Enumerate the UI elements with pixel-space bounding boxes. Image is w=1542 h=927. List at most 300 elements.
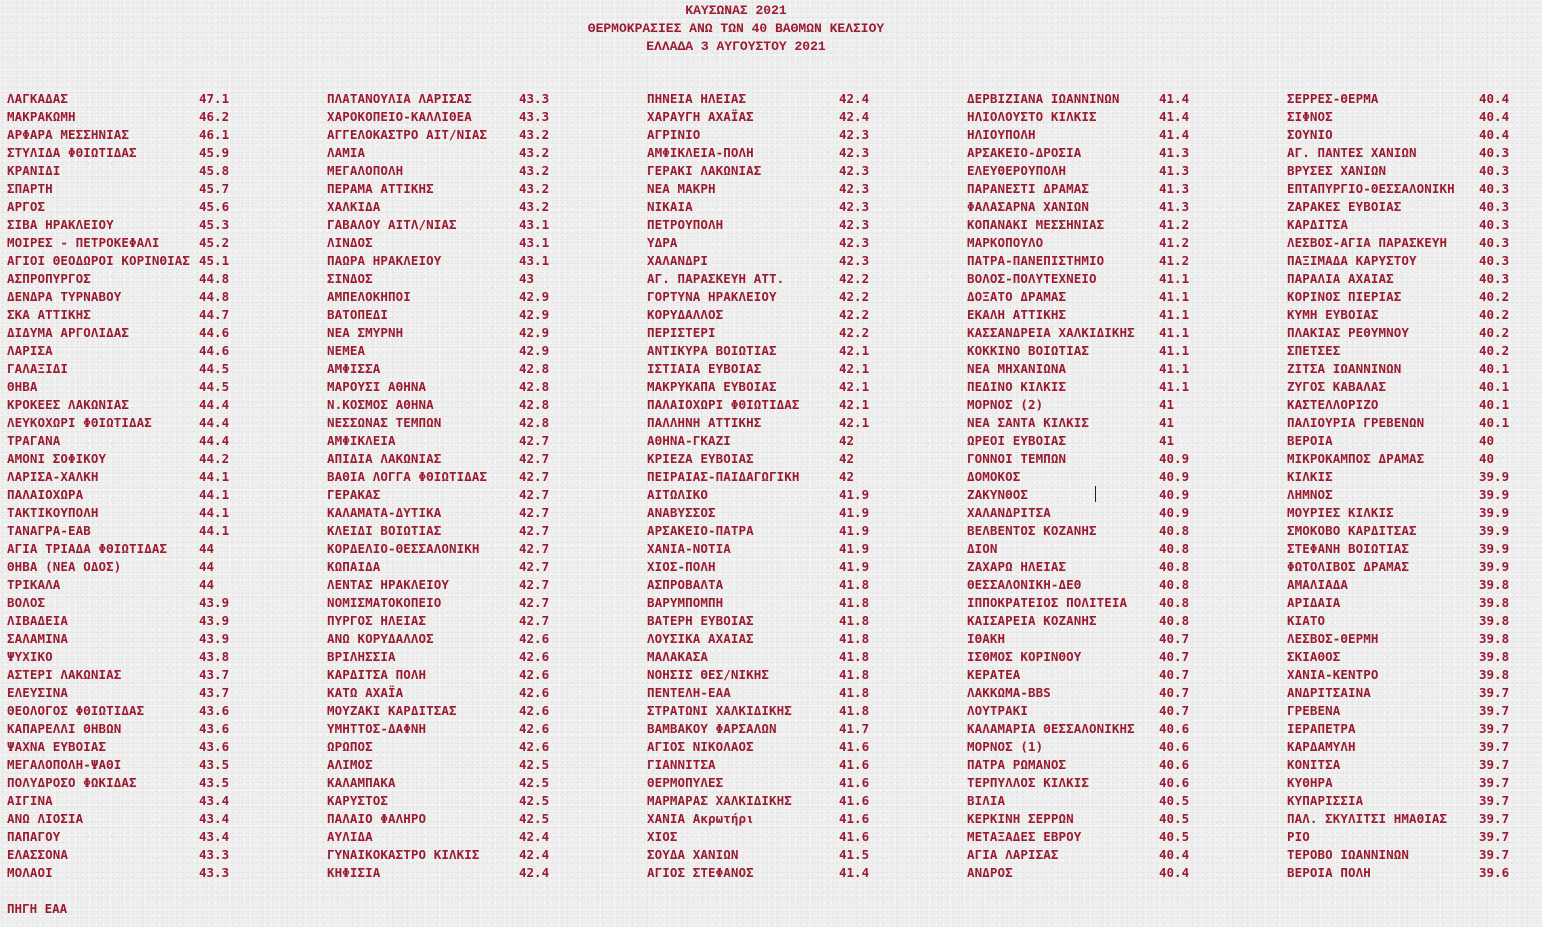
station-name: ΠΑΛΑΙΟΧΩΡΑ xyxy=(7,487,84,502)
table-row xyxy=(7,720,307,738)
temperature-value: 39.7 xyxy=(1479,685,1510,700)
temperature-value: 42.8 xyxy=(519,397,550,412)
temperature-value: 39.7 xyxy=(1479,829,1510,844)
table-row xyxy=(327,126,627,144)
table-row xyxy=(967,288,1267,306)
temperature-value: 42.6 xyxy=(519,631,550,646)
table-row xyxy=(1287,846,1542,864)
temperature-value: 40 xyxy=(1479,451,1495,466)
temperature-value: 41.9 xyxy=(839,559,870,574)
temperature-value: 39.9 xyxy=(1479,541,1510,556)
station-name: ΦΑΛΑΣΑΡΝΑ ΧΑΝΙΩΝ xyxy=(967,199,1090,214)
station-name: ΠΕΡΙΣΤΕΡΙ xyxy=(647,325,716,340)
temperature-value: 42.1 xyxy=(839,361,870,376)
temperature-value: 40.2 xyxy=(1479,343,1510,358)
station-name: ΑΘΗΝΑ-ΓΚΑΖΙ xyxy=(647,433,731,448)
table-row xyxy=(327,720,627,738)
station-name: ΑΝΤΙΚΥΡΑ ΒΟΙΩΤΙΑΣ xyxy=(647,343,777,358)
table-row xyxy=(647,216,947,234)
station-name: ΕΛΕΥΣΙΝΑ xyxy=(7,685,69,700)
table-row xyxy=(647,792,947,810)
temperature-value: 40.7 xyxy=(1159,649,1190,664)
station-name: ΜΑΡΚΟΠΟΥΛΟ xyxy=(967,235,1044,250)
station-name: ΠΑΤΡΑ-ΠΑΝΕΠΙΣΤΗΜΙΟ xyxy=(967,253,1105,268)
table-row xyxy=(7,378,307,396)
table-row xyxy=(647,594,947,612)
station-name: ΑΓΓΕΛΟΚΑΣΤΡΟ ΑΙΤ/ΝΙΑΣ xyxy=(327,127,488,142)
temperature-value: 41.4 xyxy=(1159,91,1190,106)
table-row xyxy=(967,144,1267,162)
table-row xyxy=(327,576,627,594)
station-name: ΥΜΗΤΤΟΣ-ΔΑΦΝΗ xyxy=(327,721,427,736)
station-name: ΘΗΒΑ (ΝΕΑ ΟΔΟΣ) xyxy=(7,559,122,574)
station-name: ΣΚΑ ΑΤΤΙΚΗΣ xyxy=(7,307,91,322)
station-name: ΧΑΛΑΝΔΡΙΤΣΑ xyxy=(967,505,1051,520)
station-name: ΑΓΙΑ ΛΑΡΙΣΑΣ xyxy=(967,847,1059,862)
station-name: ΓΑΛΑΞΙΔΙ xyxy=(7,361,69,376)
table-row xyxy=(327,504,627,522)
station-name: ΚΡΙΕΖΑ ΕΥΒΟΙΑΣ xyxy=(647,451,754,466)
table-row xyxy=(327,360,627,378)
table-row xyxy=(1287,270,1542,288)
table-row xyxy=(327,738,627,756)
table-row xyxy=(327,828,627,846)
station-name: ΒΡΥΣΕΣ ΧΑΝΙΩΝ xyxy=(1287,163,1387,178)
station-name: ΑΝΔΡΙΤΣΑΙΝΑ xyxy=(1287,685,1371,700)
station-name: ΜΟΥΡΙΕΣ ΚΙΛΚΙΣ xyxy=(1287,505,1394,520)
temperature-value: 42.9 xyxy=(519,289,550,304)
station-name: ΣΙΝΔΟΣ xyxy=(327,271,373,286)
temperature-value: 41.1 xyxy=(1159,307,1190,322)
station-name: ΑΡΓΟΣ xyxy=(7,199,46,214)
table-row xyxy=(1287,720,1542,738)
table-row xyxy=(647,846,947,864)
table-row xyxy=(327,288,627,306)
table-row xyxy=(967,342,1267,360)
temperature-value: 41.8 xyxy=(839,667,870,682)
temperature-value: 43.9 xyxy=(199,631,230,646)
station-name: ΥΔΡΑ xyxy=(647,235,678,250)
station-name: ΛΕΣΒΟΣ-ΑΓΙΑ ΠΑΡΑΣΚΕΥΗ xyxy=(1287,235,1448,250)
temperature-value: 43.1 xyxy=(519,235,550,250)
temperature-value: 43.3 xyxy=(519,109,550,124)
table-row xyxy=(967,792,1267,810)
table-row xyxy=(327,810,627,828)
temperature-value: 40.2 xyxy=(1479,307,1510,322)
table-row xyxy=(7,522,307,540)
station-name: ΣΙΦΝΟΣ xyxy=(1287,109,1333,124)
temperature-value: 42.8 xyxy=(519,379,550,394)
table-row xyxy=(647,540,947,558)
table-row xyxy=(967,180,1267,198)
station-name: ΤΑΚΤΙΚΟΥΠΟΛΗ xyxy=(7,505,99,520)
temperature-value: 41.6 xyxy=(839,757,870,772)
station-name: ΑΡΣΑΚΕΙΟ-ΔΡΟΣΙΑ xyxy=(967,145,1082,160)
table-row xyxy=(7,792,307,810)
station-name: ΚΑΛΑΜΑΡΙΑ ΘΕΣΣΑΛΟΝΙΚΗΣ xyxy=(967,721,1135,736)
station-name: ΜΟΛΑΟΙ xyxy=(7,865,53,880)
temperature-value: 40.1 xyxy=(1479,397,1510,412)
temperature-value: 42.6 xyxy=(519,649,550,664)
table-row xyxy=(967,702,1267,720)
table-row xyxy=(7,558,307,576)
temperature-value: 40.3 xyxy=(1479,181,1510,196)
table-row xyxy=(1287,738,1542,756)
station-name: ΖΑΡΑΚΕΣ ΕΥΒΟΙΑΣ xyxy=(1287,199,1402,214)
temperature-value: 44.2 xyxy=(199,451,230,466)
station-name: ΣΜΟΚΟΒΟ ΚΑΡΔΙΤΣΑΣ xyxy=(1287,523,1417,538)
table-row xyxy=(1287,108,1542,126)
temperature-value: 41.3 xyxy=(1159,145,1190,160)
table-row xyxy=(1287,216,1542,234)
table-row xyxy=(1287,702,1542,720)
temperature-value: 43.8 xyxy=(199,649,230,664)
table-row xyxy=(1287,648,1542,666)
temperature-value: 41.9 xyxy=(839,541,870,556)
station-name: ΘΕΣΣΑΛΟΝΙΚΗ-ΔΕΘ xyxy=(967,577,1082,592)
temperature-value: 41.3 xyxy=(1159,199,1190,214)
table-row xyxy=(1287,162,1542,180)
temperature-value: 40.1 xyxy=(1479,361,1510,376)
table-row xyxy=(647,360,947,378)
table-row xyxy=(327,162,627,180)
temperature-value: 46.2 xyxy=(199,109,230,124)
station-name: ΠΟΛΥΔΡΟΣΟ ΦΩΚΙΔΑΣ xyxy=(7,775,137,790)
temperature-value: 41.9 xyxy=(839,505,870,520)
table-row xyxy=(7,180,307,198)
table-row xyxy=(7,774,307,792)
station-column-3 xyxy=(647,90,947,882)
temperature-value: 40.7 xyxy=(1159,685,1190,700)
temperature-value: 43.2 xyxy=(519,199,550,214)
station-name: ΑΝΩ ΚΟΡΥΔΑΛΛΟΣ xyxy=(327,631,434,646)
station-column-4 xyxy=(967,90,1267,882)
table-row xyxy=(1287,594,1542,612)
temperature-value: 41.2 xyxy=(1159,235,1190,250)
table-row xyxy=(647,162,947,180)
table-row xyxy=(967,324,1267,342)
table-row xyxy=(7,252,307,270)
station-name: ΣΟΥΝΙΟ xyxy=(1287,127,1333,142)
temperature-value: 40.7 xyxy=(1159,631,1190,646)
temperature-value: 42.7 xyxy=(519,505,550,520)
table-row xyxy=(647,270,947,288)
table-row xyxy=(7,234,307,252)
table-row xyxy=(1287,414,1542,432)
temperature-value: 39.7 xyxy=(1479,739,1510,754)
table-row xyxy=(327,378,627,396)
temperature-value: 41.8 xyxy=(839,685,870,700)
station-name: ΤΑΝΑΓΡΑ-ΕΑΒ xyxy=(7,523,91,538)
table-row xyxy=(647,504,947,522)
temperature-value: 42.7 xyxy=(519,613,550,628)
table-row xyxy=(967,828,1267,846)
temperature-value: 40.8 xyxy=(1159,577,1190,592)
temperature-value: 45.1 xyxy=(199,253,230,268)
temperature-value: 42.6 xyxy=(519,685,550,700)
table-row xyxy=(647,666,947,684)
table-row xyxy=(7,270,307,288)
table-row xyxy=(1287,324,1542,342)
station-name: ΤΕΡΠΥΛΛΟΣ ΚΙΛΚΙΣ xyxy=(967,775,1090,790)
table-row xyxy=(7,468,307,486)
table-row xyxy=(7,360,307,378)
station-name: ΒΕΛΒΕΝΤΟΣ ΚΟΖΑΝΗΣ xyxy=(967,523,1097,538)
table-row xyxy=(967,306,1267,324)
station-name: ΚΑΤΩ ΑΧΑΪΑ xyxy=(327,685,404,700)
table-row xyxy=(7,324,307,342)
station-name: ΠΕΙΡΑΙΑΣ-ΠΑΙΔΑΓΩΓΙΚΗ xyxy=(647,469,800,484)
temperature-value: 41.1 xyxy=(1159,379,1190,394)
temperature-value: 42.8 xyxy=(519,361,550,376)
temperature-value: 39.7 xyxy=(1479,847,1510,862)
table-row xyxy=(647,864,947,882)
table-row xyxy=(1287,180,1542,198)
page-date: ΕΛΛΑΔΑ 3 ΑΥΓΟΥΣΤΟΥ 2021 xyxy=(646,39,826,54)
temperature-value: 43.7 xyxy=(199,667,230,682)
station-name: ΑΝΑΒΥΣΣΟΣ xyxy=(647,505,716,520)
station-name: ΚΑΠΑΡΕΛΛΙ ΘΗΒΩΝ xyxy=(7,721,122,736)
temperature-value: 43.5 xyxy=(199,775,230,790)
temperature-value: 44.4 xyxy=(199,415,230,430)
temperature-value: 40.4 xyxy=(1159,865,1190,880)
station-name: ΣΟΥΔΑ ΧΑΝΙΩΝ xyxy=(647,847,739,862)
table-row xyxy=(647,396,947,414)
temperature-value: 39.6 xyxy=(1479,865,1510,880)
station-name: ΔΟΜΟΚΟΣ xyxy=(967,469,1021,484)
temperature-value: 45.2 xyxy=(199,235,230,250)
station-name: ΚΙΛΚΙΣ xyxy=(1287,469,1333,484)
temperature-value: 40.3 xyxy=(1479,253,1510,268)
station-name: ΘΕΟΛΟΓΟΣ ΦΘΙΩΤΙΔΑΣ xyxy=(7,703,145,718)
station-name: ΑΣΠΡΟΒΑΛΤΑ xyxy=(647,577,724,592)
temperature-value: 41.8 xyxy=(839,631,870,646)
station-name: ΑΜΠΕΛΟΚΗΠΟΙ xyxy=(327,289,411,304)
table-row xyxy=(967,666,1267,684)
temperature-value: 45.7 xyxy=(199,181,230,196)
table-row xyxy=(7,414,307,432)
table-row xyxy=(7,486,307,504)
temperature-value: 44 xyxy=(199,559,215,574)
station-name: ΗΛΙΟΥΠΟΛΗ xyxy=(967,127,1036,142)
table-row xyxy=(967,756,1267,774)
temperature-value: 41.1 xyxy=(1159,271,1190,286)
table-row xyxy=(967,720,1267,738)
station-name: ΧΑΡΑΥΓΗ ΑΧΑΪΑΣ xyxy=(647,109,754,124)
temperature-value: 42.7 xyxy=(519,451,550,466)
table-row xyxy=(7,612,307,630)
station-name: ΒΕΡΟΙΑ xyxy=(1287,433,1333,448)
table-row xyxy=(1287,396,1542,414)
temperature-value: 43.5 xyxy=(199,757,230,772)
temperature-value: 42.6 xyxy=(519,739,550,754)
temperature-value: 45.9 xyxy=(199,145,230,160)
table-row xyxy=(647,720,947,738)
temperature-value: 40.3 xyxy=(1479,271,1510,286)
table-row xyxy=(647,486,947,504)
temperature-value: 44.4 xyxy=(199,397,230,412)
temperature-value: 41 xyxy=(1159,415,1175,430)
temperature-value: 42.6 xyxy=(519,721,550,736)
station-name: ΑΣΠΡΟΠΥΡΓΟΣ xyxy=(7,271,91,286)
station-name: ΔΕΝΔΡΑ ΤΥΡΝΑΒΟΥ xyxy=(7,289,122,304)
station-name: ΠΑΩΡΑ ΗΡΑΚΛΕΙΟΥ xyxy=(327,253,442,268)
table-row xyxy=(647,738,947,756)
table-row xyxy=(7,828,307,846)
station-name: ΓΕΡΑΚΑΣ xyxy=(327,487,381,502)
temperature-value: 41.1 xyxy=(1159,343,1190,358)
temperature-value: 42.7 xyxy=(519,559,550,574)
temperature-value: 42.1 xyxy=(839,379,870,394)
table-row xyxy=(327,864,627,882)
station-name: ΤΡΑΓΑΝΑ xyxy=(7,433,61,448)
station-name: ΚΑΛΑΜΑΤΑ-ΔΥΤΙΚΑ xyxy=(327,505,442,520)
station-name: ΓΙΑΝΝΙΤΣΑ xyxy=(647,757,716,772)
station-name: ΜΑΡΜΑΡΑΣ ΧΑΛΚΙΔΙΚΗΣ xyxy=(647,793,792,808)
table-row xyxy=(327,648,627,666)
temperature-value: 44.7 xyxy=(199,307,230,322)
temperature-value: 40.3 xyxy=(1479,217,1510,232)
table-row xyxy=(647,558,947,576)
station-name: ΑΜΑΛΙΑΔΑ xyxy=(1287,577,1349,592)
table-row xyxy=(967,378,1267,396)
station-name: ΚΙΑΤΟ xyxy=(1287,613,1326,628)
station-name: ΣΤΡΑΤΩΝΙ ΧΑΛΚΙΔΙΚΗΣ xyxy=(647,703,792,718)
table-row xyxy=(967,846,1267,864)
table-row xyxy=(7,162,307,180)
temperature-value: 42 xyxy=(839,433,855,448)
station-name: ΠΕΔΙΝΟ ΚΙΛΚΙΣ xyxy=(967,379,1067,394)
table-row xyxy=(327,234,627,252)
temperature-value: 44.5 xyxy=(199,379,230,394)
temperature-value: 43.9 xyxy=(199,595,230,610)
table-row xyxy=(1287,630,1542,648)
station-name: ΣΠΕΤΣΕΣ xyxy=(1287,343,1341,358)
table-row xyxy=(1287,198,1542,216)
table-row xyxy=(7,684,307,702)
source-note: ΠΗΓΗ ΕΑΑ xyxy=(7,901,68,916)
station-name: ΠΑΤΡΑ ΡΩΜΑΝΟΣ xyxy=(967,757,1067,772)
station-name: ΑΜΦΙΚΛΕΙΑ xyxy=(327,433,396,448)
station-name: ΚΗΦΙΣΙΑ xyxy=(327,865,381,880)
station-name: ΚΟΚΚΙΝΟ ΒΟΙΩΤΙΑΣ xyxy=(967,343,1090,358)
page-subtitle: ΘΕΡΜΟΚΡΑΣΙΕΣ ΑΝΩ ΤΩΝ 40 ΒΑΘΜΩΝ ΚΕΛΣΙΟΥ xyxy=(587,21,885,36)
temperature-value: 42.2 xyxy=(839,325,870,340)
temperature-value: 40.5 xyxy=(1159,811,1190,826)
station-name: ΚΟΡΔΕΛΙΟ-ΘΕΣΣΑΛΟΝΙΚΗ xyxy=(327,541,480,556)
temperature-value: 45.8 xyxy=(199,163,230,178)
table-row xyxy=(7,144,307,162)
station-name: ΑΥΛΙΔΑ xyxy=(327,829,373,844)
table-row xyxy=(7,396,307,414)
station-name: ΝΙΚΑΙΑ xyxy=(647,199,693,214)
temperature-value: 42.8 xyxy=(519,415,550,430)
table-row xyxy=(7,504,307,522)
table-row xyxy=(967,738,1267,756)
station-name: ΧΑΛΑΝΔΡΙ xyxy=(647,253,709,268)
table-row xyxy=(327,774,627,792)
table-row xyxy=(327,612,627,630)
station-name: ΠΛΑΤΑΝΟΥΛΙΑ ΛΑΡΙΣΑΣ xyxy=(327,91,472,106)
table-row xyxy=(1287,810,1542,828)
temperature-value: 41.3 xyxy=(1159,163,1190,178)
temperature-value: 40.8 xyxy=(1159,613,1190,628)
station-name: ΜΙΚΡΟΚΑΜΠΟΣ ΔΡΑΜΑΣ xyxy=(1287,451,1425,466)
station-name: ΚΡΑΝΙΔΙ xyxy=(7,163,61,178)
text-cursor xyxy=(1095,486,1096,502)
station-name: ΚΥΠΑΡΙΣΣΙΑ xyxy=(1287,793,1364,808)
table-row xyxy=(1287,774,1542,792)
table-row xyxy=(967,648,1267,666)
table-row xyxy=(967,396,1267,414)
station-column-2 xyxy=(327,90,627,882)
temperature-value: 41.8 xyxy=(839,703,870,718)
table-row xyxy=(327,468,627,486)
station-name: ΛΕΝΤΑΣ ΗΡΑΚΛΕΙΟΥ xyxy=(327,577,450,592)
table-row xyxy=(7,576,307,594)
station-name: ΑΜΟΝΙ ΣΟΦΙΚΟΥ xyxy=(7,451,107,466)
station-name: ΝΟΜΙΣΜΑΤΟΚΟΠΕΙΟ xyxy=(327,595,442,610)
table-row xyxy=(1287,432,1542,450)
table-row xyxy=(647,756,947,774)
table-row xyxy=(647,612,947,630)
temperature-value: 43.6 xyxy=(199,739,230,754)
station-name: ΒΑΡΥΜΠΟΜΠΗ xyxy=(647,595,724,610)
temperature-value: 42.1 xyxy=(839,397,870,412)
station-name: ΠΕΡΑΜΑ ΑΤΤΙΚΗΣ xyxy=(327,181,434,196)
station-name: ΖΑΚΥΝΘΟΣ xyxy=(967,487,1029,502)
temperature-value: 41.4 xyxy=(1159,127,1190,142)
station-name: ΑΙΤΩΛΙΚΟ xyxy=(647,487,709,502)
temperature-value: 43.2 xyxy=(519,127,550,142)
temperature-value: 42.2 xyxy=(839,289,870,304)
table-row xyxy=(7,702,307,720)
table-row xyxy=(327,270,627,288)
temperature-value: 42.6 xyxy=(519,667,550,682)
station-name: ΚΕΡΚΙΝΗ ΣΕΡΡΩΝ xyxy=(967,811,1074,826)
station-name: ΕΛΕΥΘΕΡΟΥΠΟΛΗ xyxy=(967,163,1067,178)
station-name: ΚΑΡΔΙΤΣΑ xyxy=(1287,217,1349,232)
station-name: ΙΠΠΟΚΡΑΤΕΙΟΣ ΠΟΛΙΤΕΙΑ xyxy=(967,595,1128,610)
table-row xyxy=(647,234,947,252)
station-name: ΖΑΧΑΡΩ ΗΛΕΙΑΣ xyxy=(967,559,1067,574)
station-name: ΜΕΓΑΛΟΠΟΛΗ xyxy=(327,163,404,178)
table-row xyxy=(967,252,1267,270)
temperature-value: 41.2 xyxy=(1159,217,1190,232)
temperature-value: 41.9 xyxy=(839,523,870,538)
temperature-value: 44.1 xyxy=(199,523,230,538)
table-row xyxy=(1287,828,1542,846)
temperature-value: 40.3 xyxy=(1479,235,1510,250)
station-name: ΚΟΠΑΝΑΚΙ ΜΕΣΣΗΝΙΑΣ xyxy=(967,217,1105,232)
temperature-value: 42.5 xyxy=(519,793,550,808)
temperature-value: 44 xyxy=(199,541,215,556)
temperature-value: 40.3 xyxy=(1479,163,1510,178)
station-name: ΧΑΡΟΚΟΠΕΙΟ-ΚΑΛΛΙΘΕΑ xyxy=(327,109,472,124)
station-name: ΩΡΩΠΟΣ xyxy=(327,739,373,754)
temperature-value: 40.9 xyxy=(1159,469,1190,484)
temperature-value: 41.1 xyxy=(1159,289,1190,304)
table-row xyxy=(967,486,1267,504)
table-row xyxy=(327,756,627,774)
table-row xyxy=(1287,126,1542,144)
temperature-value: 40.3 xyxy=(1479,199,1510,214)
table-row xyxy=(7,342,307,360)
station-name: ΙΕΡΑΠΕΤΡΑ xyxy=(1287,721,1356,736)
temperature-value: 40 xyxy=(1479,433,1495,448)
station-name: ΠΗΝΕΙΑ ΗΛΕΙΑΣ xyxy=(647,91,747,106)
station-name: ΑΜΦΙΚΛΕΙΑ-ΠΟΛΗ xyxy=(647,145,754,160)
